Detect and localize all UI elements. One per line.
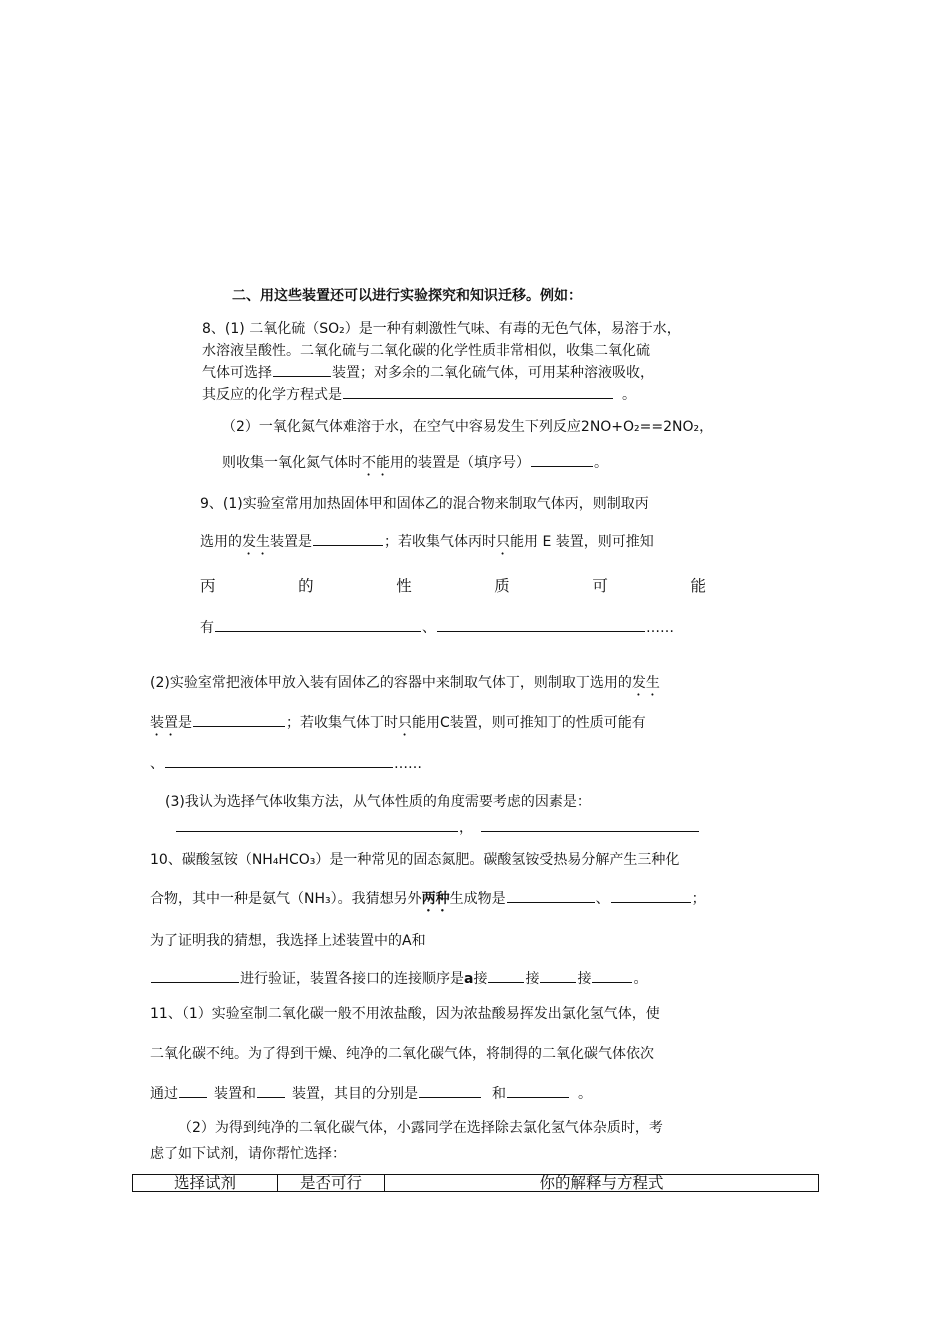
table-header-cell: 是否可行 [278,1175,385,1192]
answer-blank[interactable] [531,452,593,467]
answer-blank[interactable] [165,753,393,768]
q10-line-1: 10、碳酸氢铵（NH₄HCO₃）是一种常见的固态氮肥。碳酸氢铵受热易分解产生三种化 [150,852,680,868]
answer-blank[interactable] [419,1083,481,1098]
q8-part2-line-2: 则收集一氧化氮气体时不能用的装置是（填序号） 。 [222,452,608,479]
answer-blank[interactable] [437,617,645,632]
reagent-table [132,1174,819,1192]
q8-line-2: 水溶液呈酸性。二氧化硫与二氧化碳的化学性质非常相似，收集二氧化硫 [202,343,650,359]
q11-line-2: 二氧化碳不纯。为了得到干燥、纯净的二氧化碳气体，将制得的二氧化碳气体依次 [150,1046,654,1062]
answer-blank[interactable] [179,1083,207,1098]
q9-part2-line-3: 、 …… [150,753,422,775]
table-header-cell: 选择试剂 [133,1175,278,1192]
q10-line-2: 合物，其中一种是氨气（NH₃）。我猜想另外两种生成物是 、 ； [150,888,706,915]
q9-part3-line-1: (3)我认为选择气体收集方法，从气体性质的角度需要考虑的因素是： [165,794,591,810]
q9-part3-line-2: ， [175,817,700,839]
q11-part2-line-1: （2）为得到纯净的二氧化碳气体，小露同学在选择除去氯化氢气体杂质时，考 [178,1120,663,1136]
answer-blank[interactable] [488,968,524,983]
answer-blank[interactable] [507,888,595,903]
q9-part2-line-2: 装置是 ；若收集气体丁时只能用C装置，则可推知丁的性质可能有 [150,712,646,739]
q11-line-1: 11、（1）实验室制二氧化碳一般不用浓盐酸，因为浓盐酸易挥发出氯化氢气体，使 [150,1006,660,1022]
q9-line-2: 选用的发生装置是 ；若收集气体丙时只能用 E 装置，则可推知 [200,531,654,558]
q8-part2-line-1: （2）一氧化氮气体难溶于水，在空气中容易发生下列反应2NO+O₂==2NO₂， [222,419,714,435]
answer-blank[interactable] [215,617,421,632]
table-header-cell: 你的解释与方程式 [385,1175,819,1192]
answer-blank[interactable] [176,817,458,832]
q9-part2-line-1: (2)实验室常把液体甲放入装有固体乙的容器中来制取气体丁，则制取丁选用的发生 [150,675,660,691]
answer-blank[interactable] [257,1083,285,1098]
q10-line-4: 进行验证，装置各接口的连接顺序是a接 接 接 。 [150,968,647,990]
q8-line-3: 气体可选择 装置；对多余的二氧化硫气体，可用某种溶液吸收， [202,362,654,384]
answer-blank[interactable] [611,888,691,903]
q9-line-1: 9、(1)实验室常用加热固体甲和固体乙的混合物来制取气体丙，则制取丙 [200,496,649,512]
answer-blank[interactable] [507,1083,569,1098]
q8-line-4: 其反应的化学方程式是 。 [202,384,636,406]
answer-blank[interactable] [481,817,699,832]
q9-line-4: 有 、 …… [200,617,674,639]
q9-line-3: 丙 的 性 质 可 能 [200,577,706,595]
answer-blank[interactable] [313,531,383,546]
answer-blank[interactable] [540,968,576,983]
answer-blank[interactable] [193,712,285,727]
section-heading: 二、用这些装置还可以进行实验探究和知识迁移。例如： [232,288,582,304]
q10-line-3: 为了证明我的猜想，我选择上述装置中的A和 [150,933,426,949]
answer-blank[interactable] [592,968,632,983]
answer-blank[interactable] [151,968,239,983]
answer-blank[interactable] [273,362,331,377]
q11-part2-line-2: 虑了如下试剂，请你帮忙选择： [150,1146,346,1162]
answer-blank[interactable] [343,384,613,399]
table-header-row [133,1175,819,1192]
q11-line-3: 通过 装置和 装置，其目的分别是 和 。 [150,1083,592,1105]
q8-line-1: 8、(1) 二氧化硫（SO₂）是一种有刺激性气味、有毒的无色气体，易溶于水， [202,321,681,337]
